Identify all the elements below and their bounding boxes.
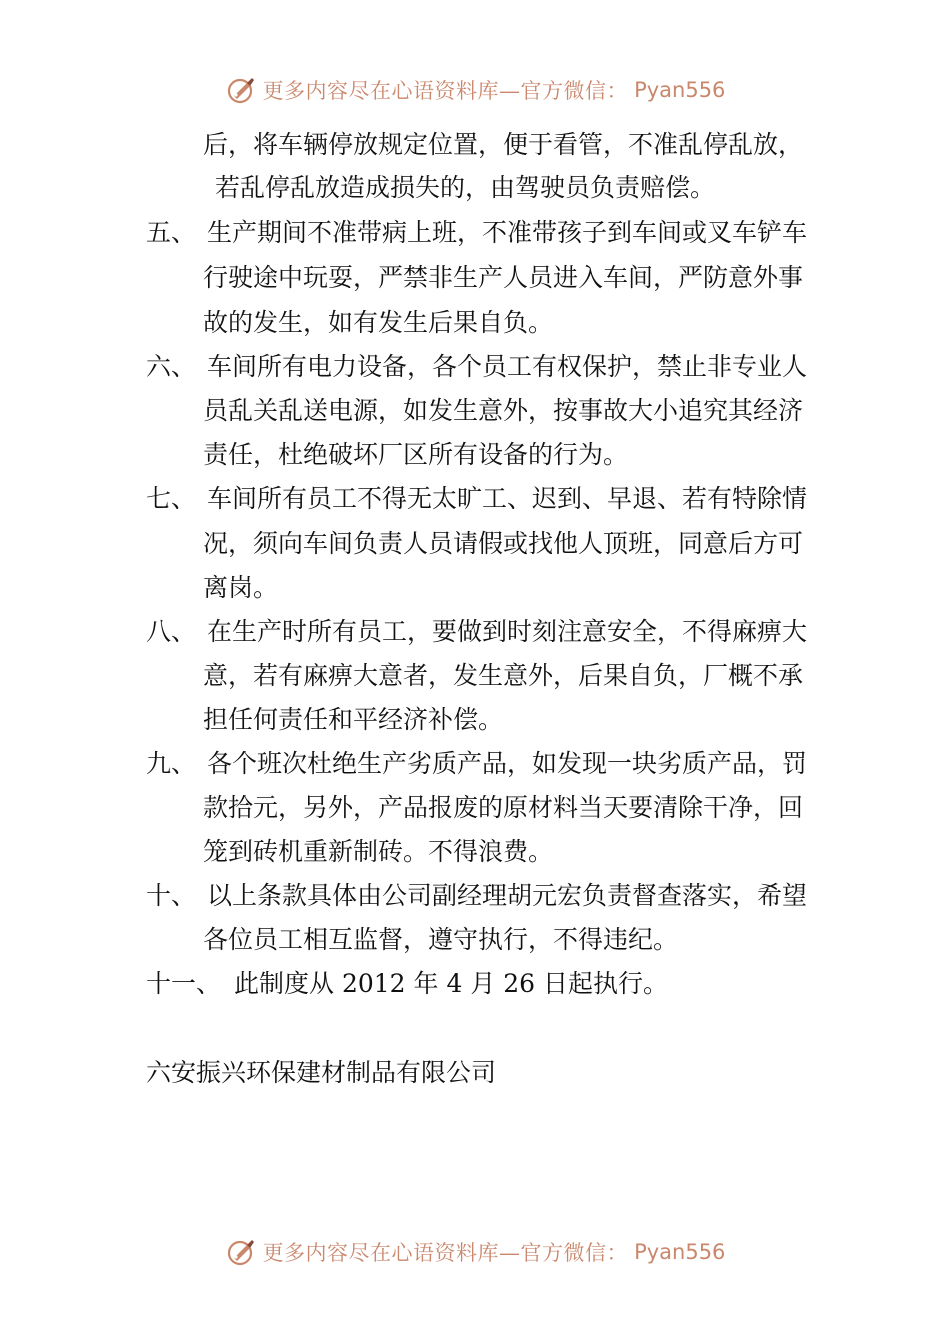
item-line: 生产期间不准带病上班，不准带孩子到车间或叉车铲车 (207, 218, 808, 247)
item-line: 车间所有员工不得无太旷工、迟到、早退、若有特除情 (207, 484, 808, 513)
item-number: 十一、 (146, 969, 222, 998)
item-line: 各个班次杜绝生产劣质产品，如发现一块劣质产品，罚 (207, 749, 808, 778)
watermark-wechat-id: Pyan556 (634, 78, 726, 102)
item-line: 离岗。 (203, 573, 279, 602)
watermark-text: 更多内容尽在心语资料库—官方微信： (262, 1241, 629, 1265)
item-number: 八、 (146, 617, 197, 646)
item-number: 十、 (146, 881, 197, 910)
pen-logo-icon (225, 74, 257, 106)
item-line: 在生产时所有员工，要做到时刻注意安全，不得麻痹大 (207, 617, 808, 646)
item-line: 员乱关乱送电源，如发生意外，按事故大小追究其经济 (203, 396, 804, 425)
item-line: 车间所有电力设备，各个员工有权保护，禁止非专业人 (207, 352, 808, 381)
footer-watermark (0, 1236, 950, 1268)
watermark-wechat-id: Pyan556 (634, 1240, 726, 1264)
item-line: 款拾元，另外，产品报废的原材料当天要清除干净，回 (203, 793, 804, 822)
pen-logo-icon (225, 1236, 257, 1268)
item-number: 九、 (146, 749, 197, 778)
item-line: 况，须向车间负责人员请假或找他人顶班，同意后方可 (203, 529, 804, 558)
item-line: 笼到砖机重新制砖。不得浪费。 (203, 837, 554, 866)
company-name: 六安振兴环保建材制品有限公司 (146, 1058, 497, 1087)
item-line: 以上条款具体由公司副经理胡元宏负责督查落实，希望 (207, 881, 808, 910)
header-watermark (0, 74, 950, 106)
watermark-text: 更多内容尽在心语资料库—官方微信： (262, 79, 629, 103)
item-line: 故的发生，如有发生后果自负。 (203, 308, 554, 337)
item-line: 各位员工相互监督，遵守执行，不得违纪。 (203, 925, 679, 954)
continuation-line: 后，将车辆停放规定位置，便于看管，不准乱停乱放， (203, 130, 804, 159)
item-line: 此制度从 2012 年 4 月 26 日起执行。 (234, 969, 669, 998)
item-line: 担任何责任和平经济补偿。 (203, 705, 504, 734)
item-line: 意，若有麻痹大意者，发生意外，后果自负，厂概不承 (203, 661, 804, 690)
item-number: 七、 (146, 484, 197, 513)
item-line: 责任，杜绝破坏厂区所有设备的行为。 (203, 440, 629, 469)
item-number: 五、 (146, 218, 197, 247)
item-line: 行驶途中玩耍，严禁非生产人员进入车间，严防意外事 (203, 263, 804, 292)
item-number: 六、 (146, 352, 197, 381)
continuation-line: 若乱停乱放造成损失的，由驾驶员负责赔偿。 (215, 173, 716, 202)
